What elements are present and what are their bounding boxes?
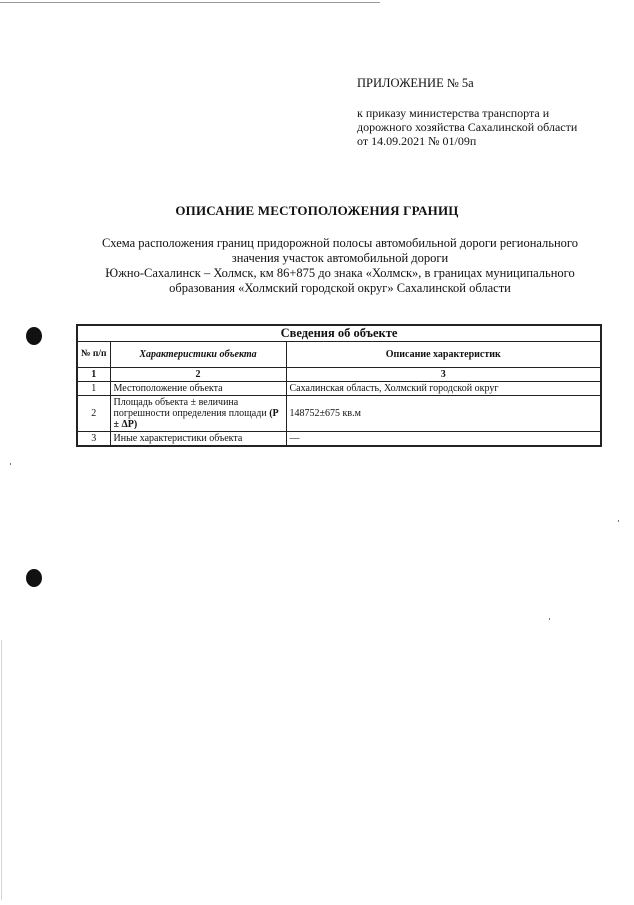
scan-edge-shadow — [1, 640, 2, 900]
header-characteristic: Характеристики объекта — [110, 342, 286, 368]
row-number: 1 — [77, 382, 110, 396]
row-characteristic: Местоположение объекта — [110, 382, 286, 396]
object-info-table — [76, 324, 602, 447]
table-caption-row — [77, 325, 601, 342]
row-characteristic-formula: (Р ± ΔР) — [113, 408, 279, 430]
table-header-row — [77, 342, 601, 368]
scan-speck — [618, 520, 619, 522]
table-row — [77, 396, 601, 432]
table-caption: Сведения об объекте — [77, 325, 601, 342]
row-description: Сахалинская область, Холмский городской округ — [286, 382, 601, 396]
document-subtitle — [60, 236, 620, 296]
table-row — [77, 382, 601, 396]
scan-speck — [10, 463, 11, 465]
header-number: № п/п — [77, 342, 110, 368]
table-row — [77, 432, 601, 447]
punch-hole-mark — [26, 569, 42, 587]
appendix-line: к приказу министерства транспорта и — [357, 106, 550, 120]
appendix-block — [357, 76, 577, 148]
scan-edge-line — [0, 2, 380, 3]
punch-hole-mark — [26, 327, 42, 345]
row-description: — — [286, 432, 601, 447]
appendix-line: от 14.09.2021 № 01/09п — [357, 134, 477, 148]
subtitle-line: значения участок автомобильной дороги — [231, 251, 449, 265]
row-description: 148752±675 кв.м — [286, 396, 601, 432]
scan-speck — [549, 618, 550, 620]
appendix-line: дорожного хозяйства Сахалинской области — [357, 120, 578, 134]
row-characteristic: Иные характеристики объекта — [110, 432, 286, 447]
document-title: ОПИСАНИЕ МЕСТОПОЛОЖЕНИЯ ГРАНИЦ — [175, 203, 459, 218]
row-number: 3 — [77, 432, 110, 447]
column-number: 2 — [110, 368, 286, 382]
header-description: Описание характеристик — [286, 342, 601, 368]
subtitle-line: Южно-Сахалинск – Холмск, км 86+875 до знака «Холмск», в границах муниципального — [105, 266, 575, 280]
subtitle-line: Схема расположения границ придорожной полосы автомобильной дороги регионального — [101, 236, 579, 250]
row-characteristic-cell — [110, 396, 286, 432]
subtitle-line: образования «Холмский городской округ» Сахалинской области — [169, 281, 511, 295]
column-number-row — [77, 368, 601, 382]
row-characteristic: Площадь объекта ± величина погрешности определения площади — [113, 397, 267, 419]
column-number: 1 — [77, 368, 110, 382]
appendix-heading: ПРИЛОЖЕНИЕ № 5а — [357, 76, 474, 90]
row-number: 2 — [77, 396, 110, 432]
column-number: 3 — [286, 368, 601, 382]
